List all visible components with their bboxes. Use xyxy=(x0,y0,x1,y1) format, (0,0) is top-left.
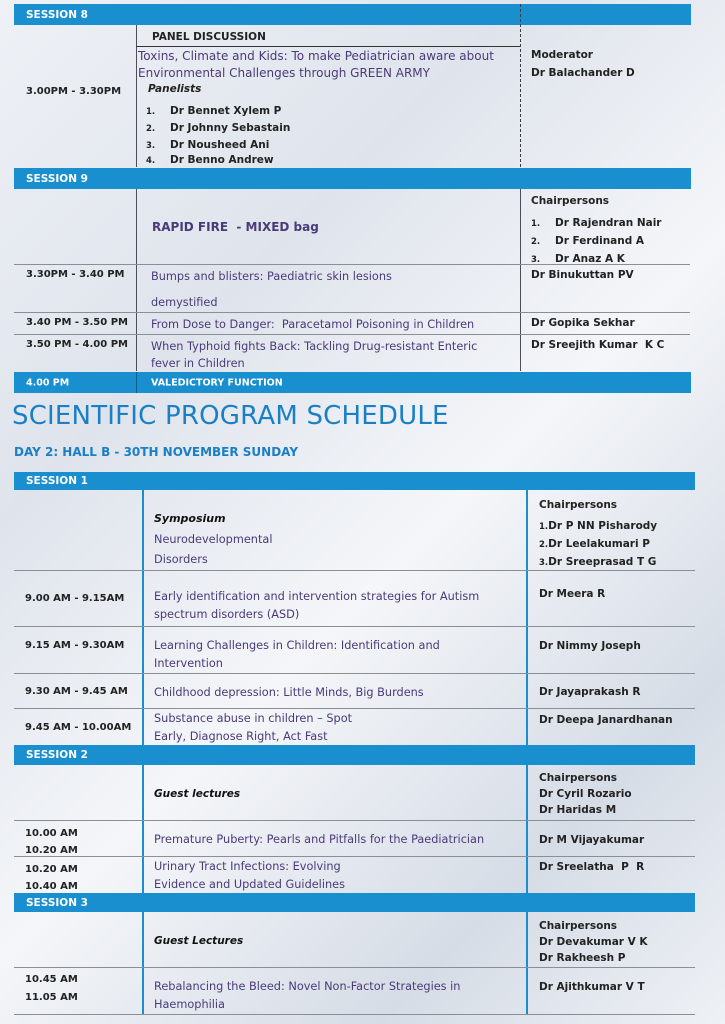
talk-line: Rebalancing the Bleed: Novel Non-Factor Strategies in xyxy=(154,980,461,993)
row-time xyxy=(25,825,78,859)
talk-line: Intervention xyxy=(154,657,223,670)
panelist-list xyxy=(146,101,290,165)
symposium-topic xyxy=(154,530,272,570)
row-time: 9.15 AM - 9.30AM xyxy=(25,640,125,651)
list-item: 1. Dr Bennet Xylem P xyxy=(146,105,282,117)
divider xyxy=(136,189,137,371)
list-item: 2. Dr Ferdinand A xyxy=(531,235,645,247)
session-8-label: SESSION 8 xyxy=(26,8,88,21)
time-line: 10.45 AM xyxy=(25,974,78,985)
list-item: 2.Dr Leelakumari P xyxy=(539,538,650,550)
row-talk xyxy=(154,588,479,624)
chairpersons-label: Chairpersons xyxy=(539,920,618,932)
talk-line: Learning Challenges in Children: Identification and xyxy=(154,639,440,652)
row-speaker: Dr M Vijayakumar xyxy=(539,834,645,846)
chairpersons-label: Chairpersons xyxy=(539,499,618,511)
session-8-bar xyxy=(14,4,691,25)
guest-lectures-label: Guest Lectures xyxy=(154,935,244,947)
row-talk xyxy=(154,858,345,894)
list-item: Dr Devakumar V K xyxy=(539,936,648,948)
divider xyxy=(14,820,695,821)
chairpersons-list xyxy=(539,770,632,818)
rapid-fire-title: RAPID FIRE - MIXED bag xyxy=(152,220,319,234)
row-time: 3.40 PM - 3.50 PM xyxy=(26,317,128,328)
talk-line: Urinary Tract Infections: Evolving xyxy=(154,860,341,873)
divider xyxy=(526,490,528,745)
divider xyxy=(526,912,528,1014)
divider xyxy=(14,1014,695,1015)
divider xyxy=(14,334,690,335)
row-speaker: Dr Gopika Sekhar xyxy=(531,317,635,329)
divider xyxy=(14,570,695,571)
panel-topic-line: Toxins, Climate and Kids: To make Pediatrician aware about xyxy=(138,49,494,63)
divider xyxy=(14,673,695,674)
row-speaker: Dr Jayaprakash R xyxy=(539,686,641,698)
row-talk xyxy=(151,268,392,311)
session-9-bar xyxy=(14,168,691,189)
row-speaker: Dr Nimmy Joseph xyxy=(539,640,641,652)
row-time xyxy=(25,971,78,1007)
list-item: 1. Dr Rajendran Nair xyxy=(531,217,662,229)
divider xyxy=(520,189,521,371)
row-time: 9.45 AM - 10.00AM xyxy=(25,722,132,733)
talk-line: Early, Diagnose Right, Act Fast xyxy=(154,730,328,743)
valedictory-label: VALEDICTORY FUNCTION xyxy=(151,377,283,388)
list-item: 1.Dr P NN Pisharody xyxy=(539,520,658,532)
divider xyxy=(136,372,137,393)
session-3-label: SESSION 3 xyxy=(26,896,88,909)
row-time: 3.30PM - 3.40 PM xyxy=(26,269,125,280)
valedictory-time: 4.00 PM xyxy=(26,377,70,388)
row-talk: Premature Puberty: Pearls and Pitfalls for the Paediatrician xyxy=(154,833,485,846)
time-line: 11.05 AM xyxy=(25,992,78,1003)
talk-line: Substance abuse in children – Spot xyxy=(154,712,353,725)
talk-line: Bumps and blisters: Paediatric skin lesions xyxy=(151,270,392,283)
panel-topic xyxy=(138,48,494,82)
divider xyxy=(142,912,144,1014)
row-speaker: Dr Sreejith Kumar K C xyxy=(531,339,665,351)
list-item: 4. Dr Benno Andrew xyxy=(146,154,274,166)
talk-line: When Typhoid fights Back: Tackling Drug-resistant Enteric xyxy=(151,340,478,353)
divider xyxy=(14,626,695,627)
row-talk: From Dose to Danger: Paracetamol Poisoning in Children xyxy=(151,318,475,331)
session-1-bar xyxy=(14,472,695,490)
divider xyxy=(14,708,695,709)
panel-heading: PANEL DISCUSSION xyxy=(152,31,266,43)
symposium-label: Symposium xyxy=(154,512,226,525)
row-talk xyxy=(154,637,440,673)
list-item: Dr Haridas M xyxy=(539,804,617,816)
list-item: 3. Dr Nousheed Ani xyxy=(146,139,270,151)
divider xyxy=(136,46,520,47)
list-item: Dr Rakheesh P xyxy=(539,952,626,964)
divider xyxy=(142,490,144,745)
session-1-label: SESSION 1 xyxy=(26,475,88,487)
divider xyxy=(14,967,695,968)
row-talk xyxy=(154,710,352,746)
divider xyxy=(520,4,521,167)
panel-time: 3.00PM - 3.30PM xyxy=(26,86,122,97)
row-speaker: Dr Deepa Janardhanan xyxy=(539,714,673,726)
row-speaker: Dr Ajithkumar V T xyxy=(539,981,645,993)
topic-line: Neurodevelopmental xyxy=(154,533,273,546)
time-line: 10.20 AM xyxy=(25,845,78,856)
list-item: 3. Dr Anaz A K xyxy=(531,253,625,265)
valedictory-bar xyxy=(14,372,691,393)
row-time: 3.50 PM - 4.00 PM xyxy=(26,339,128,350)
talk-line: Early identification and intervention strategies for Autism xyxy=(154,590,480,603)
moderator-name: Dr Balachander D xyxy=(531,67,635,79)
day-title: DAY 2: HALL B - 30TH NOVEMBER SUNDAY xyxy=(14,445,299,459)
talk-line: Haemophilia xyxy=(154,998,225,1011)
panel-topic-line: Environmental Challenges through GREEN ARMY xyxy=(138,66,430,80)
moderator-label: Moderator xyxy=(531,49,593,61)
row-speaker: Dr Binukuttan PV xyxy=(531,269,634,281)
page-title: SCIENTIFIC PROGRAM SCHEDULE xyxy=(12,401,449,431)
time-line: 10.20 AM xyxy=(25,864,78,875)
divider xyxy=(14,856,695,857)
chairpersons-label: Chairpersons xyxy=(539,772,618,784)
session-9-label: SESSION 9 xyxy=(26,172,88,185)
chairpersons-list xyxy=(539,918,648,966)
row-talk: Childhood depression: Little Minds, Big Burdens xyxy=(154,686,424,699)
chairpersons-list xyxy=(539,516,657,570)
divider xyxy=(14,312,690,313)
row-talk xyxy=(154,978,460,1014)
divider xyxy=(142,765,144,893)
row-time: 9.30 AM - 9.45 AM xyxy=(25,686,128,697)
time-line: 10.40 AM xyxy=(25,881,78,892)
panelists-label: Panelists xyxy=(148,83,202,95)
chairpersons-label: Chairpersons xyxy=(531,195,610,207)
session-2-label: SESSION 2 xyxy=(26,749,88,761)
talk-line: fever in Children xyxy=(151,357,245,370)
time-line: 10.00 AM xyxy=(25,828,78,839)
chairpersons-list xyxy=(531,213,661,267)
guest-lectures-label: Guest lectures xyxy=(154,788,241,800)
row-time: 9.00 AM - 9.15AM xyxy=(25,593,125,604)
divider xyxy=(526,765,528,893)
list-item: 2. Dr Johnny Sebastain xyxy=(146,122,291,134)
list-item: Dr Cyril Rozario xyxy=(539,788,632,800)
row-time xyxy=(25,861,78,895)
session-2-bar xyxy=(14,745,695,765)
talk-line: Evidence and Updated Guidelines xyxy=(154,878,345,891)
row-speaker: Dr Meera R xyxy=(539,588,606,600)
list-item: 3.Dr Sreeprasad T G xyxy=(539,556,657,568)
row-talk xyxy=(151,338,477,372)
row-speaker: Dr Sreelatha P R xyxy=(539,861,645,873)
talk-line: demystified xyxy=(151,296,218,309)
talk-line: spectrum disorders (ASD) xyxy=(154,608,300,621)
topic-line: Disorders xyxy=(154,553,208,566)
session-3-bar xyxy=(14,893,695,912)
